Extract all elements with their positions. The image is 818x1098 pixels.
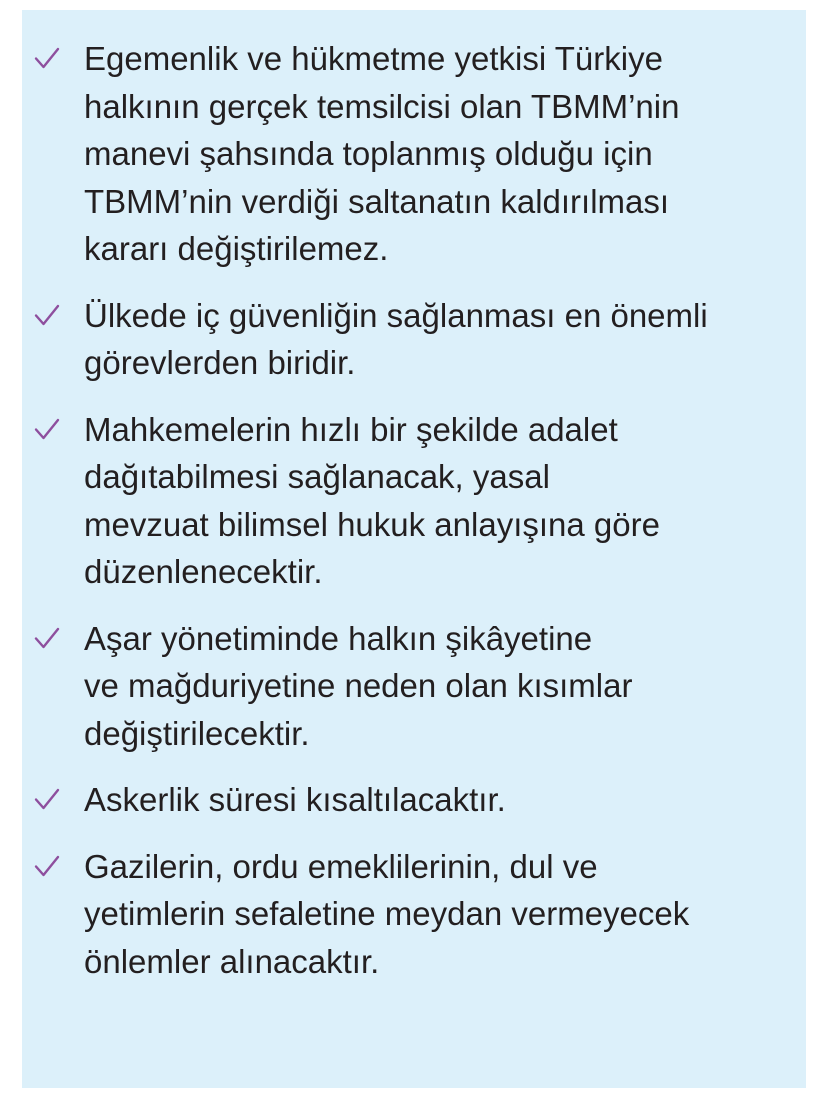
- list-item: [22, 35, 806, 273]
- item-text-line: Mahkemelerin hızlı bir şekilde adalet: [84, 410, 618, 448]
- item-text-line: mevzuat bilimsel hukuk anlayışına göre: [84, 505, 660, 543]
- item-text-line: dağıtabilmesi sağlanacak, yasal: [84, 458, 550, 495]
- item-text-line: önlemler alınacaktır.: [84, 942, 380, 980]
- checkmark-icon: [34, 303, 60, 327]
- checkmark-icon: [34, 854, 60, 878]
- checkmark-icon: [34, 417, 60, 441]
- item-text-line: manevi şahsında toplanmış olduğu için: [84, 135, 653, 172]
- list-item: [22, 615, 806, 758]
- item-text-line: halkının gerçek temsilcisi olan TBMM’nin: [84, 87, 680, 125]
- item-text-line: görevlerden biridir.: [84, 344, 356, 381]
- item-text-line: kararı değiştirilemez.: [84, 230, 389, 267]
- item-text-line: Aşar yönetiminde halkın şikâyetine: [84, 619, 593, 657]
- item-text-line: düzenlenecektir.: [84, 553, 323, 590]
- content-panel: [22, 10, 806, 1088]
- list-item: [22, 406, 806, 596]
- item-text-line: ve mağduriyetine neden olan kısımlar: [84, 667, 633, 704]
- list-item: [22, 776, 806, 824]
- bullet-list: [22, 35, 806, 1004]
- checkmark-icon: [34, 46, 60, 70]
- item-text-line: TBMM’nin verdiği saltanatın kaldırılması: [84, 182, 670, 220]
- item-text-line: Egemenlik ve hükmetme yetkisi Türkiye: [84, 40, 663, 77]
- list-item: [22, 292, 806, 387]
- checkmark-icon: [34, 626, 60, 650]
- list-item: [22, 843, 806, 986]
- item-text-line: değiştirilecektir.: [84, 714, 310, 752]
- item-text-line: yetimlerin sefaletine meydan vermeyecek: [84, 895, 690, 932]
- item-text-line: Gazilerin, ordu emeklilerinin, dul ve: [84, 847, 598, 885]
- item-text-line: Askerlik süresi kısaltılacaktır.: [84, 781, 506, 818]
- item-text-line: Ülkede iç güvenliğin sağlanması en önemli: [84, 296, 708, 334]
- checkmark-icon: [34, 787, 60, 811]
